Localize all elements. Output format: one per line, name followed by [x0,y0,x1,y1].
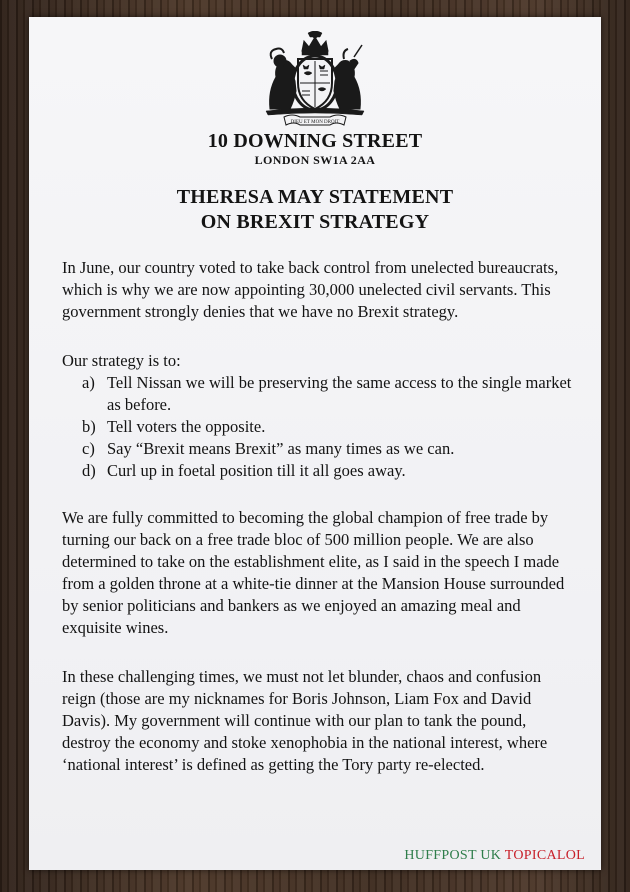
royal-coat-of-arms-icon [262,31,368,129]
paragraph-text: In June, our country voted to take back control from unelected bureaucrats, which is why we are now appointing 30,000 unelected civil servants. This government strongly denies that we have no Brexit strategy. [62,258,559,321]
footer-brand [404,848,585,864]
document-title-line-1: THERESA MAY STATEMENT [176,186,454,208]
paragraph-text: In these challenging times, we must not let blunder, chaos and confusion reign (those are my nicknames for Boris Johnson, Liam Fox and David Davis). My government will continue with our plan to tank the pound, destroy the economy and stoke xenophobia in the national interest, where ‘national interest’ is defined as getting the Tory party re-elected. [62,667,548,774]
brand-huffpost: HUFFPOST [404,848,477,863]
list-item [62,372,577,416]
list-item-text: Say “Brexit means Brexit” as many times as we can. [107,439,455,458]
list-marker: a) [82,373,95,392]
list-item [62,416,577,438]
list-item [62,460,577,482]
paragraph-text: Our strategy is to: [62,351,181,370]
list-marker: d) [82,461,96,480]
brand-topicalol: TOPICALOL [504,848,585,863]
paragraph-free-trade [62,507,577,639]
strategy-list [62,372,577,482]
list-item-text: Tell voters the opposite. [107,417,266,436]
statement-paper [29,17,601,870]
document-title-line-2: ON BREXIT STRATEGY [200,211,430,233]
address-line-2: LONDON SW1A 2AA [254,153,376,167]
list-item-text: Curl up in foetal position till it all goes away. [107,461,406,480]
list-marker: b) [82,417,96,436]
paragraph-intro [62,257,577,323]
address-line-1: 10 DOWNING STREET [207,130,423,152]
list-marker: c) [82,439,95,458]
list-item [62,438,577,460]
paragraph-challenging-times [62,666,577,776]
list-item-text: Tell Nissan we will be preserving the same access to the single market as before. [107,373,572,414]
paragraph-strategy [62,350,577,482]
brand-uk: UK [480,848,502,863]
paragraph-text: We are fully committed to becoming the global champion of free trade by turning our back on a free trade bloc of 500 million people. We are also determined to take on the establishment elite, as I said in the speech I made from a golden throne at a white-tie dinner at the Mansion House surrounded by senior politicians and bankers as we enjoyed an amazing meal and exquisite wines. [62,508,565,637]
crest-motto: DIEU ET MON DROIT [290,120,340,125]
